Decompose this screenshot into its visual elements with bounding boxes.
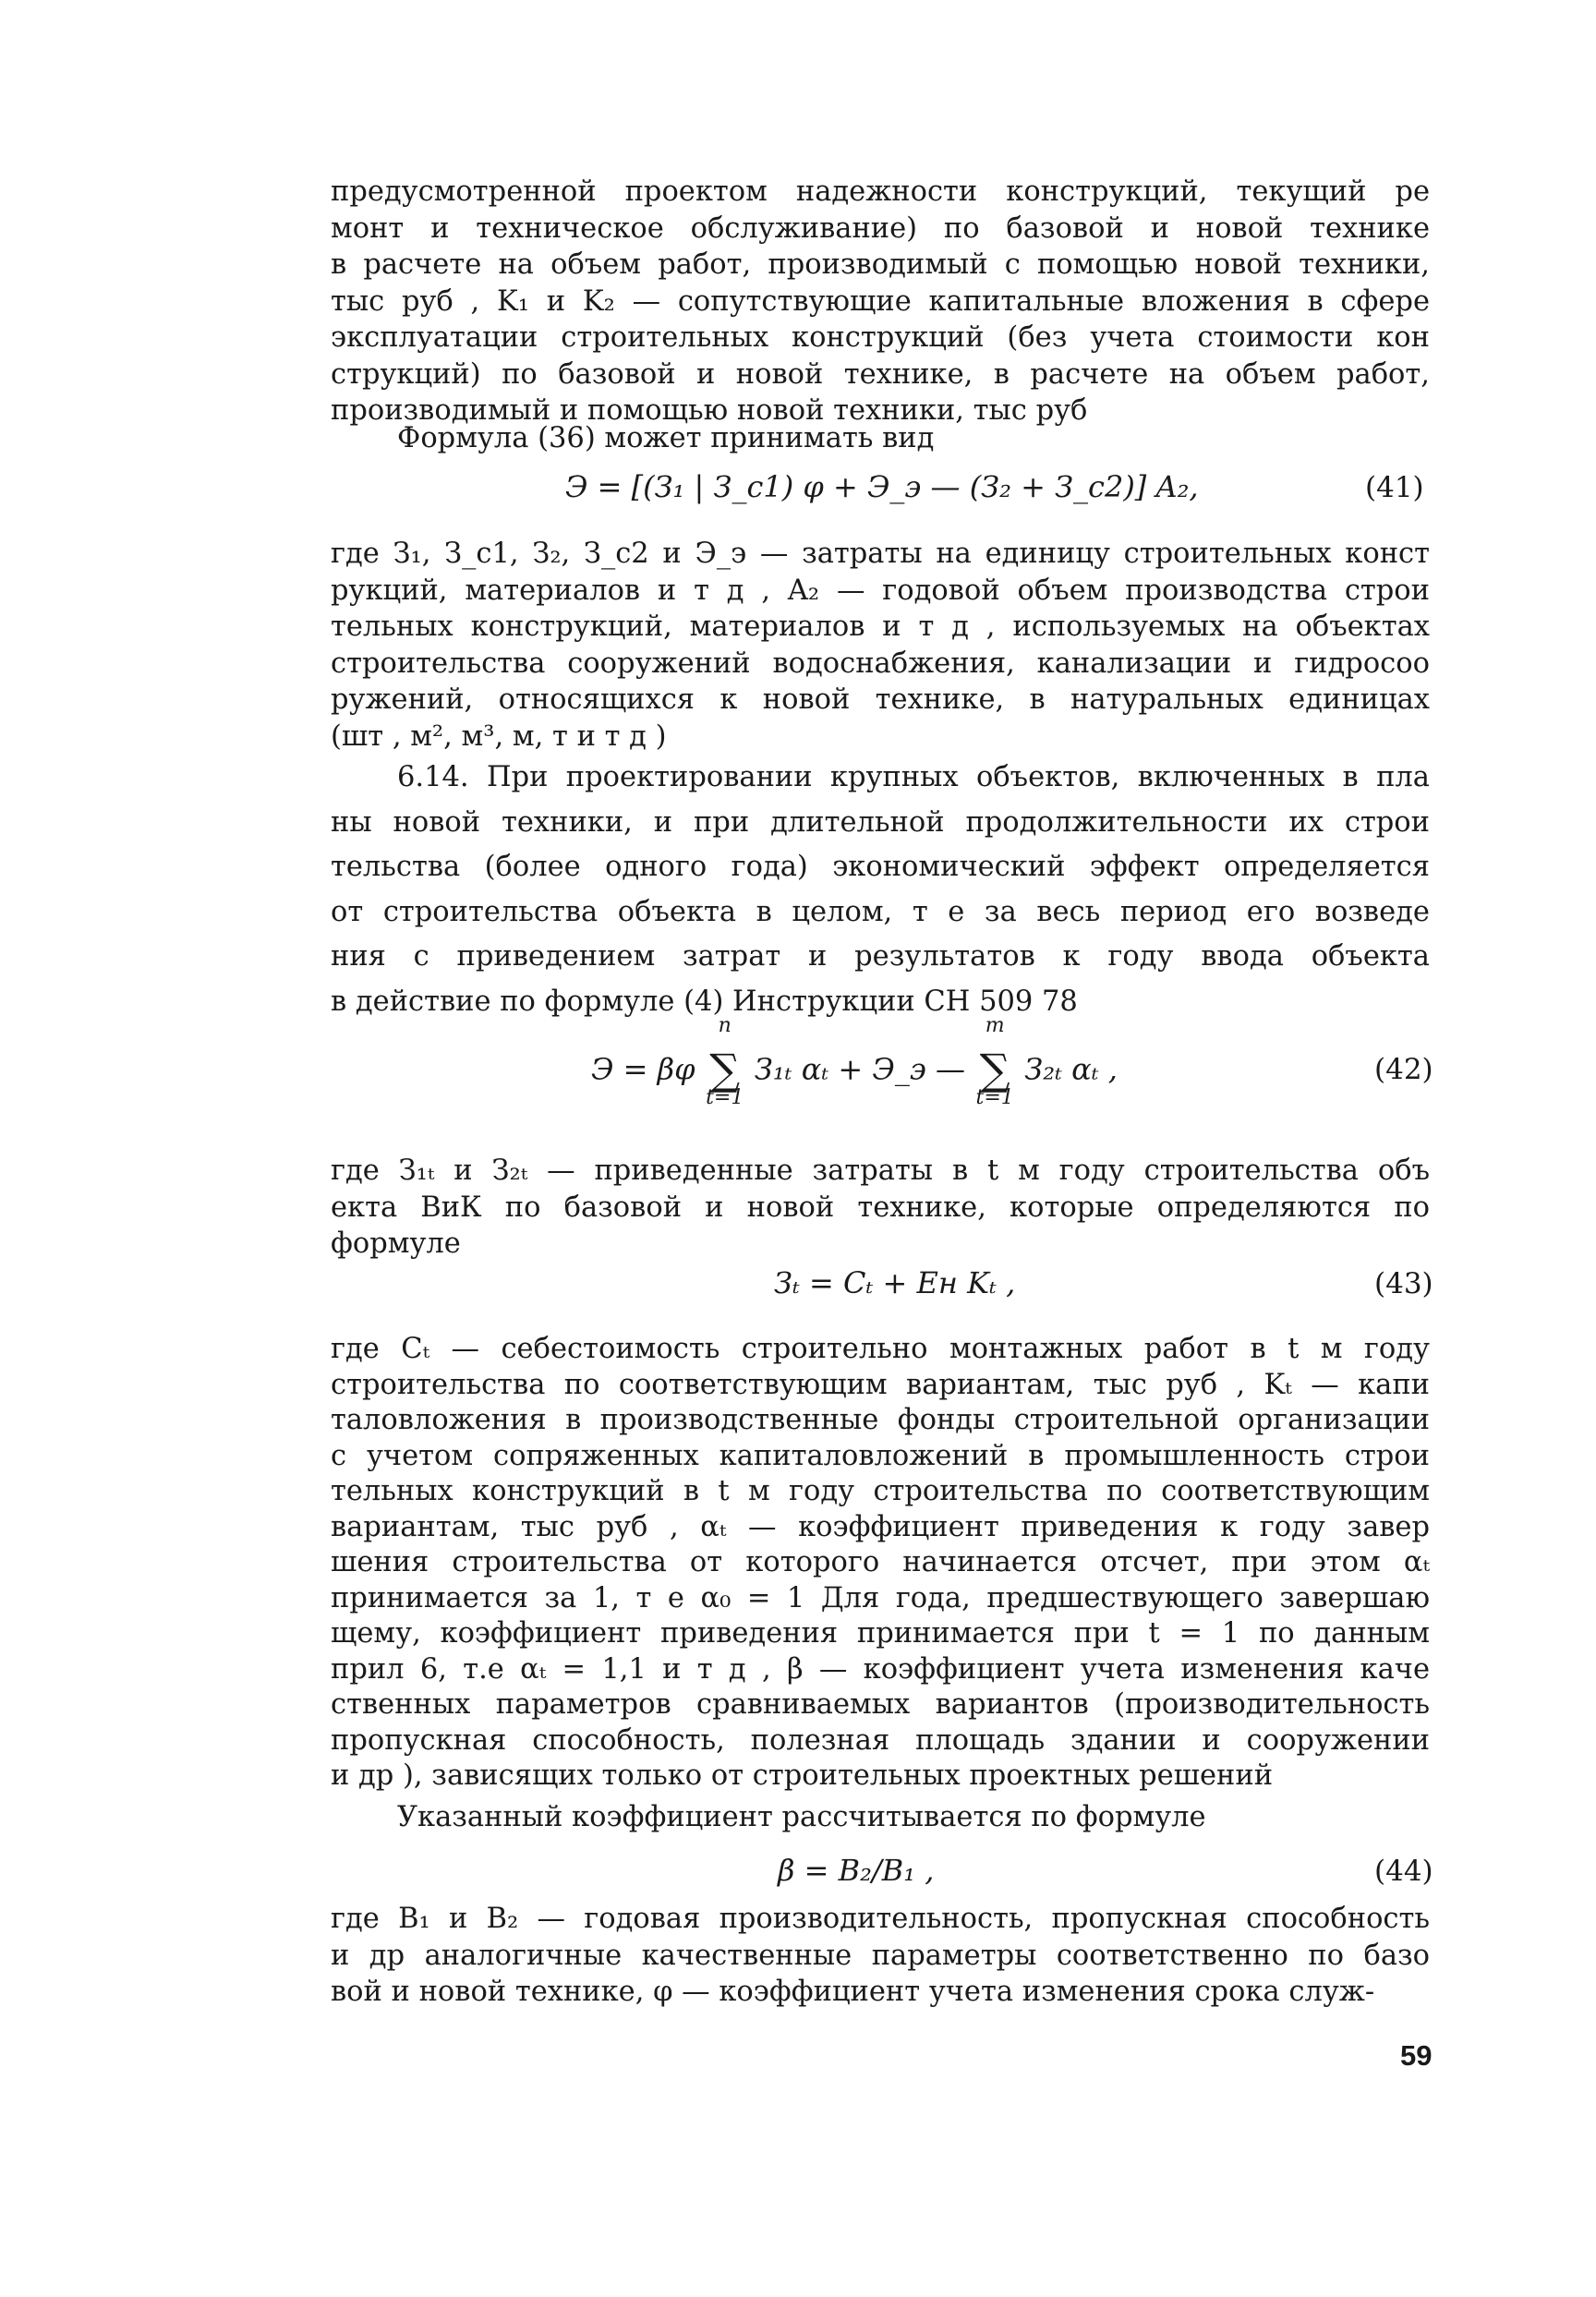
text-line: прил 6, т.е αₜ = 1,1 и т д , β — коэффициент учета изменения каче <box>331 1652 1430 1686</box>
text-line: 6.14. При проектировании крупных объектов, включенных в пла <box>397 761 1430 793</box>
text-line: рукций, материалов и т д , A₂ — годовой объем производства строи <box>331 574 1430 607</box>
text-line: вой и новой технике, φ — коэффициент учета изменения срока служ- <box>331 1976 1375 2008</box>
text-line: ственных параметров сравниваемых вариантов (производительность <box>331 1688 1430 1721</box>
paragraph-8-text <box>331 1901 1430 2011</box>
formula-43: Зₜ = Cₜ + Eн Kₜ , <box>774 1265 1016 1300</box>
text-line: строительства по соответствующим вариантам, тыс руб , Kₜ — капи <box>331 1368 1430 1401</box>
text-line: производимый и помощью новой техники, тыс руб <box>331 394 1088 427</box>
text-line: предусмотренной проектом надежности конструкций, текущий ре <box>331 175 1430 208</box>
sigma-symbol: ∑ <box>979 1045 1010 1094</box>
text-line: в действие по формуле (4) Инструкции СН 509 78 <box>331 985 1078 1018</box>
text-line: принимается за 1, т е α₀ = 1 Для года, предшествующего завершаю <box>331 1581 1430 1614</box>
formula-42 <box>591 1014 1118 1109</box>
text-line: где B₁ и B₂ — годовая производительность, пропускная способность <box>331 1903 1430 1935</box>
paragraph-4 <box>331 756 1430 1024</box>
text-line: строительства сооружений водоснабжения, канализации и гидросоо <box>331 647 1430 680</box>
formula-43-number: (43) <box>1374 1267 1433 1300</box>
sigma-symbol: ∑ <box>709 1045 741 1094</box>
sum-2-lower: t=1 <box>975 1086 1014 1109</box>
text-line: тельных конструкций в t м году строительства по соответствующим <box>331 1475 1430 1507</box>
paragraph-2 <box>331 420 1430 457</box>
text-line: тельных конструкций, материалов и т д , используемых на объектах <box>331 611 1430 643</box>
text-line: тельства (более одного года) экономический эффект определяется <box>331 851 1430 883</box>
text-line: екта ВиК по базовой и новой технике, которые определяются по <box>331 1191 1430 1224</box>
formula-44-number: (44) <box>1374 1855 1433 1888</box>
paragraph-1-text <box>331 174 1430 429</box>
paragraph-3-text <box>331 536 1430 755</box>
paragraph-6-text <box>331 1332 1430 1795</box>
text-line: и др ), зависящих только от строительных проектных решений <box>331 1759 1274 1792</box>
paragraph-7-text: Указанный коэффициент рассчитывается по формуле <box>397 1801 1206 1833</box>
text-line: от строительства объекта в целом, т е за весь период его возведе <box>331 895 1430 928</box>
text-line: и др аналогичные качественные параметры соответственно по базо <box>331 1939 1430 1972</box>
paragraph-6 <box>331 1332 1430 1795</box>
text-line: вариантам, тыс руб , αₜ — коэффициент приведения к году завер <box>331 1510 1430 1543</box>
text-line: пропускная способность, полезная площадь здании и сооружении <box>331 1723 1430 1757</box>
sum-2-upper: m <box>985 1014 1005 1037</box>
paragraph-2-text: Формула (36) может принимать вид <box>397 422 935 454</box>
text-line: в расчете на объем работ, производимый с помощью новой техники, <box>331 248 1430 281</box>
text-line: где Cₜ — себестоимость строительно монтажных работ в t м году <box>331 1333 1430 1365</box>
text-line: с учетом сопряженных капиталовложений в промышленность строи <box>331 1439 1430 1472</box>
paragraph-8 <box>331 1901 1430 2011</box>
paragraph-5-text <box>331 1153 1430 1263</box>
sum-2 <box>974 1014 1015 1109</box>
page-number: 59 <box>1400 2039 1433 2072</box>
text-line: шения строительства от которого начинается отсчет, при этом αₜ <box>331 1546 1430 1578</box>
formula-42-lhs: Э = βφ <box>591 1051 695 1087</box>
text-line: таловложения в производственные фонды строительной организации <box>331 1404 1430 1436</box>
sum-1 <box>705 1014 745 1109</box>
paragraph-5 <box>331 1153 1430 1263</box>
sum-1-lower: t=1 <box>706 1086 744 1109</box>
text-line: (шт , м², м³, м, т и т д ) <box>331 719 667 753</box>
text-line: тыс руб , K₁ и K₂ — сопутствующие капитальные вложения в сфере <box>331 284 1430 318</box>
text-line: где З₁, З_c1, З₂, З_c2 и Э_э — затраты на единицу строительных конст <box>331 538 1430 570</box>
text-line: где З₁ₜ и З₂ₜ — приведенные затраты в t м году строительства объ <box>331 1155 1430 1187</box>
sum-1-upper: n <box>718 1014 732 1037</box>
text-line: монт и техническое обслуживание) по базовой и новой технике <box>331 212 1430 245</box>
text-line: щему, коэффициент приведения принимается при t = 1 по данным <box>331 1617 1430 1650</box>
formula-41-number: (41) <box>1365 471 1424 504</box>
text-line: ны новой техники, и при длительной продолжительности их строи <box>331 805 1430 839</box>
paragraph-4-text <box>331 756 1430 1024</box>
formula-42-term2: З₂ₜ αₜ , <box>1024 1051 1118 1087</box>
text-line: эксплуатации строительных конструкций (без учета стоимости кон <box>331 321 1430 354</box>
text-line: ружений, относящихся к новой технике, в натуральных единицах <box>331 683 1430 716</box>
paragraph-1 <box>331 174 1430 429</box>
formula-42-term1: З₁ₜ αₜ + Э_э — <box>754 1051 965 1087</box>
formula-44: β = B₂/B₁ , <box>778 1853 935 1888</box>
formula-42-number: (42) <box>1374 1053 1433 1086</box>
text-line: формуле <box>331 1227 461 1260</box>
paragraph-3 <box>331 536 1430 755</box>
text-line: ния с приведением затрат и результатов к году ввода объекта <box>331 940 1430 973</box>
text-line: струкций) по базовой и новой технике, в расчете на объем работ, <box>331 357 1430 391</box>
formula-41: Э = [(З₁ | З_c1) φ + Э_э — (З₂ + З_c2)] A₂, <box>565 469 1199 504</box>
paragraph-7 <box>331 1799 1430 1836</box>
